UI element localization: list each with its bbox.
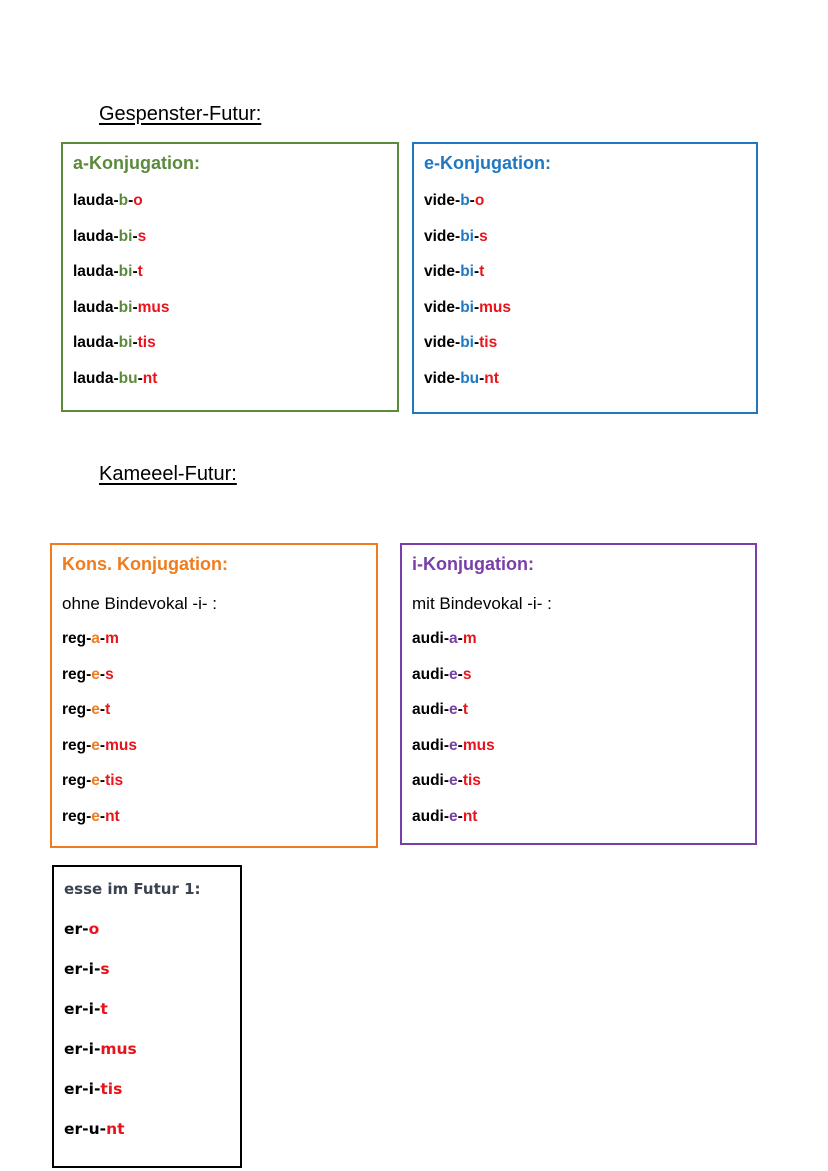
tense-marker: i [88,960,94,978]
hyphen: - [113,227,119,245]
tense-marker: bu [460,370,480,387]
verb-form [64,959,110,979]
hyphen: - [455,298,461,316]
hyphen: - [443,665,450,683]
personal-ending: tis [100,1080,123,1098]
hyphen: - [113,370,119,387]
tense-marker: a [91,630,100,647]
personal-ending: t [105,701,111,719]
personal-ending: t [137,263,143,281]
verb-form [64,999,108,1019]
hyphen: - [99,736,106,754]
stem: audi [412,630,444,647]
tense-marker: bi [460,263,474,281]
verb-form [412,700,468,720]
stem: reg [62,736,87,754]
box-title: i-Konjugation: [412,554,534,574]
verb-form [62,736,137,756]
tense-marker: e [449,736,458,754]
box-title: a-Konjugation: [73,153,200,173]
hyphen: - [132,227,138,245]
hyphen: - [132,263,138,281]
hyphen: - [473,263,480,281]
personal-ending: t [479,263,485,281]
hyphen: - [93,1080,101,1098]
hyphen: - [82,920,89,938]
stem: lauda [73,192,114,209]
personal-ending: nt [462,808,478,825]
tense-marker: e [449,808,458,825]
tense-marker: e [91,665,100,683]
hyphen: - [455,263,461,281]
tense-marker: bi [118,334,133,352]
personal-ending: nt [105,808,120,825]
box-title: e-Konjugation: [424,153,551,173]
tense-marker: e [449,772,458,790]
verb-form [62,629,119,649]
personal-ending: s [100,960,110,978]
stem: er [64,1120,83,1138]
hyphen: - [113,298,119,316]
verb-form [64,1079,122,1099]
personal-ending: t [100,1000,108,1018]
hyphen: - [443,808,450,825]
verb-form [73,298,169,318]
box-title: esse im Futur 1: [64,880,201,898]
verb-form [412,807,477,827]
personal-ending: s [462,665,472,683]
hyphen: - [457,808,463,825]
verb-form [424,191,484,211]
hyphen: - [82,1080,89,1098]
hyphen: - [457,772,463,790]
verb-form [412,665,471,685]
tense-marker: a [449,630,458,647]
stem: lauda [73,298,114,316]
tense-marker: b [118,192,129,209]
hyphen: - [443,630,450,647]
hyphen: - [132,334,138,352]
hyphen: - [457,701,463,719]
box-subtitle: ohne Bindevokal -i- : [62,594,217,613]
personal-ending: o [88,920,100,938]
tense-marker: bi [460,227,474,245]
hyphen: - [82,960,89,978]
hyphen: - [473,227,480,245]
personal-ending: tis [105,772,124,790]
verb-form [412,629,477,649]
box-i-konjugation [400,543,757,845]
personal-ending: mus [479,298,512,316]
hyphen: - [479,370,485,387]
personal-ending: nt [106,1120,125,1138]
tense-marker: e [91,701,100,719]
verb-form [62,807,120,827]
hyphen: - [86,772,92,790]
stem: er [64,1080,83,1098]
hyphen: - [99,808,106,825]
hyphen: - [113,263,119,281]
stem: lauda [73,334,114,352]
hyphen: - [99,665,106,683]
tense-marker: e [91,736,100,754]
tense-marker: e [449,701,458,719]
box-e-konjugation [412,142,758,414]
hyphen: - [99,630,106,647]
hyphen: - [99,1120,107,1138]
hyphen: - [86,736,92,754]
tense-marker: i [88,1000,94,1018]
stem: audi [412,665,444,683]
hyphen: - [82,1120,89,1138]
personal-ending: tis [479,334,498,352]
stem: er [64,960,83,978]
personal-ending: t [462,701,469,719]
verb-form [424,333,497,353]
personal-ending: nt [484,370,499,387]
hyphen: - [457,736,463,754]
stem: lauda [73,370,114,387]
tense-marker: e [91,808,100,825]
verb-form [424,227,488,247]
hyphen: - [113,334,119,352]
stem: reg [62,808,87,825]
stem: audi [412,772,444,790]
hyphen: - [86,665,92,683]
verb-form [424,369,499,389]
hyphen: - [86,808,92,825]
personal-ending: s [137,227,147,245]
hyphen: - [443,772,450,790]
stem: audi [412,701,444,719]
personal-ending: s [479,227,488,245]
hyphen: - [82,1000,89,1018]
personal-ending: o [133,192,143,209]
hyphen: - [455,192,461,209]
section-title-gespenster-futur: Gespenster-Futur: [99,103,262,125]
stem: vide [424,192,456,209]
hyphen: - [473,334,480,352]
stem: audi [412,808,444,825]
tense-marker: bi [118,227,133,245]
hyphen: - [137,370,143,387]
stem: lauda [73,263,114,281]
stem: vide [424,334,456,352]
stem: reg [62,772,87,790]
hyphen: - [443,701,450,719]
box-a-konjugation [61,142,399,412]
personal-ending: mus [137,298,170,316]
stem: lauda [73,227,114,245]
verb-form [73,262,143,282]
verb-form [64,919,99,939]
stem: vide [424,298,456,316]
stem: reg [62,630,87,647]
stem: vide [424,370,456,387]
stem: reg [62,701,87,719]
hyphen: - [469,192,475,209]
personal-ending: m [462,630,477,647]
verb-form [73,227,146,247]
personal-ending: m [105,630,119,647]
hyphen: - [93,960,101,978]
hyphen: - [132,298,138,316]
verb-form [412,771,481,791]
tense-marker: bi [460,334,474,352]
hyphen: - [455,370,461,387]
personal-ending: s [105,665,114,683]
hyphen: - [443,736,450,754]
stem: audi [412,736,444,754]
tense-marker: bi [460,298,474,316]
hyphen: - [99,701,106,719]
tense-marker: u [88,1120,100,1138]
tense-marker: bi [118,263,133,281]
hyphen: - [113,192,119,209]
tense-marker: b [460,192,470,209]
verb-form [73,191,143,211]
stem: er [64,920,83,938]
stem: reg [62,665,87,683]
verb-form [412,736,495,756]
hyphen: - [99,772,106,790]
tense-marker: i [88,1040,94,1058]
hyphen: - [473,298,480,316]
verb-form [62,700,110,720]
hyphen: - [457,665,463,683]
hyphen: - [93,1000,101,1018]
box-subtitle: mit Bindevokal -i- : [412,594,552,613]
hyphen: - [128,192,134,209]
tense-marker: e [449,665,458,683]
tense-marker: e [91,772,100,790]
tense-marker: bu [118,370,138,387]
tense-marker: bi [118,298,133,316]
verb-form [73,333,156,353]
box-kons-konjugation [50,543,378,848]
personal-ending: mus [100,1040,137,1058]
verb-form [64,1039,137,1059]
hyphen: - [86,701,92,719]
hyphen: - [93,1040,101,1058]
hyphen: - [455,227,461,245]
section-title-kameeel-futur: Kameeel-Futur: [99,463,237,485]
verb-form [73,369,157,389]
stem: vide [424,263,456,281]
hyphen: - [457,630,463,647]
tense-marker: i [88,1080,94,1098]
stem: vide [424,227,456,245]
stem: er [64,1040,83,1058]
personal-ending: o [474,192,485,209]
verb-form [62,771,123,791]
personal-ending: nt [142,370,158,387]
hyphen: - [86,630,92,647]
stem: er [64,1000,83,1018]
verb-form [424,298,511,318]
personal-ending: tis [137,334,156,352]
personal-ending: tis [462,772,481,790]
verb-form [62,665,114,685]
personal-ending: mus [105,736,137,754]
hyphen: - [455,334,461,352]
box-title: Kons. Konjugation: [62,554,228,574]
verb-form [64,1119,125,1139]
verb-form [424,262,484,282]
personal-ending: mus [462,736,495,754]
hyphen: - [82,1040,89,1058]
box-esse-futur [52,865,242,1168]
